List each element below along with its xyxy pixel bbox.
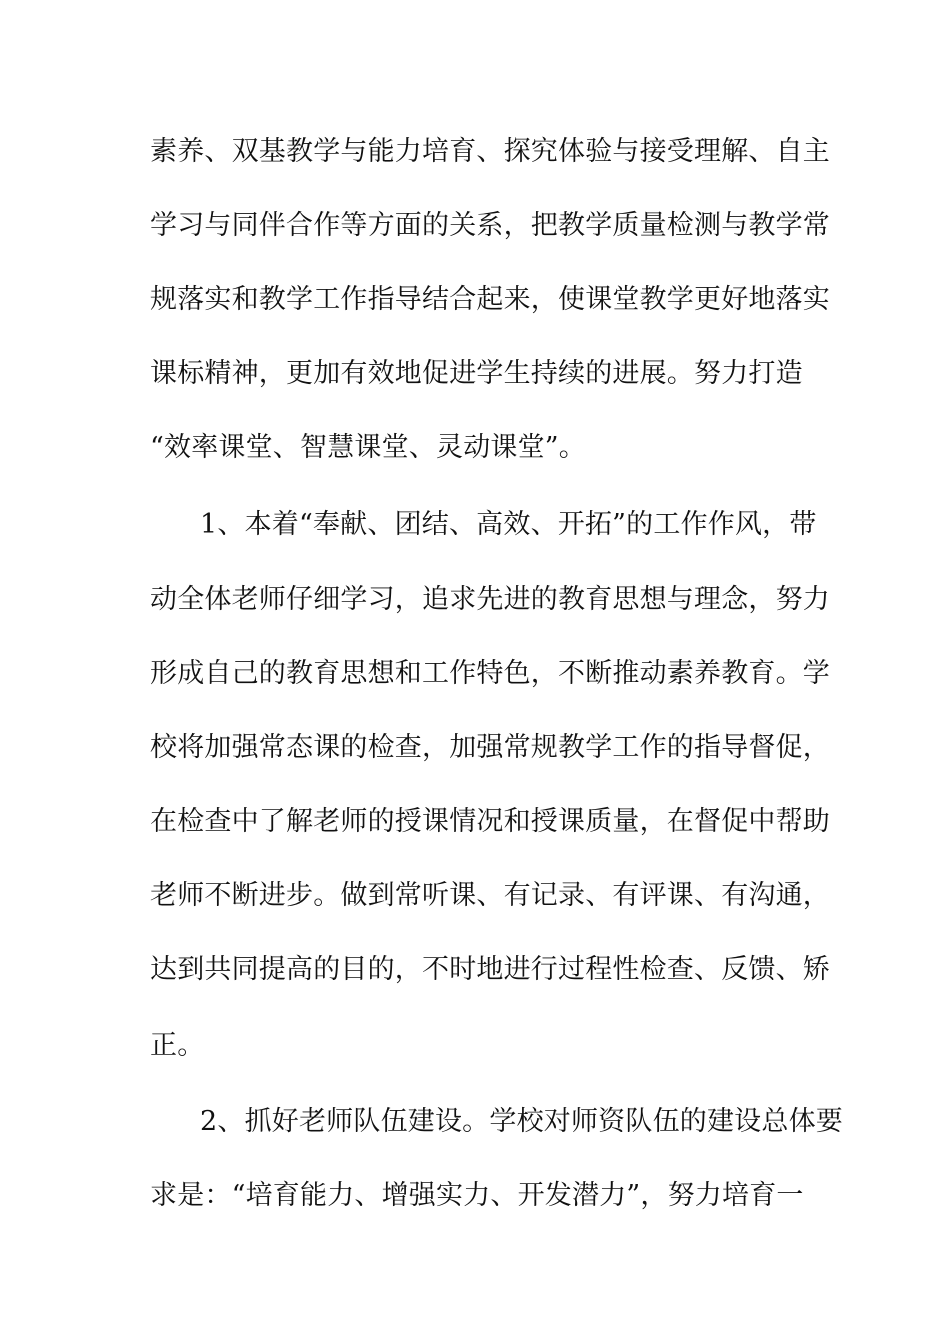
text-line: 求是：“培育能力、增强实力、开发潜力”，努力培育一 xyxy=(150,1180,804,1211)
text-line: 在检查中了解老师的授课情况和授课质量，在督促中帮助 xyxy=(150,806,830,837)
text-line: 形成自己的教育思想和工作特色，不断推动素养教育。学 xyxy=(150,658,830,689)
text-line: 动全体老师仔细学习，追求先进的教育思想与理念，努力 xyxy=(150,584,830,615)
text-line: 校将加强常态课的检查，加强常规教学工作的指导督促， xyxy=(150,732,830,763)
text-line: 达到共同提高的目的，不时地进行过程性检查、反馈、矫 xyxy=(150,954,830,985)
text-line: 老师不断进步。做到常听课、有记录、有评课、有沟通， xyxy=(150,880,830,911)
paragraph-1-first-line: 1、本着“奉献、团结、高效、开拓”的工作作风，带 xyxy=(200,509,817,540)
text-line: 素养、双基教学与能力培育、探究体验与接受理解、自主 xyxy=(150,136,830,167)
paragraph-2-first-line: 2、抓好老师队伍建设。学校对师资队伍的建设总体要 xyxy=(200,1106,843,1137)
text-line: 学习与同伴合作等方面的关系，把教学质量检测与教学常 xyxy=(150,210,830,241)
text-line: 规落实和教学工作指导结合起来，使课堂教学更好地落实 xyxy=(150,284,830,315)
text-line: “效率课堂、智慧课堂、灵动课堂”。 xyxy=(150,432,587,463)
text-line: 正。 xyxy=(150,1030,205,1061)
text-line: 课标精神，更加有效地促进学生持续的进展。努力打造 xyxy=(150,358,803,389)
